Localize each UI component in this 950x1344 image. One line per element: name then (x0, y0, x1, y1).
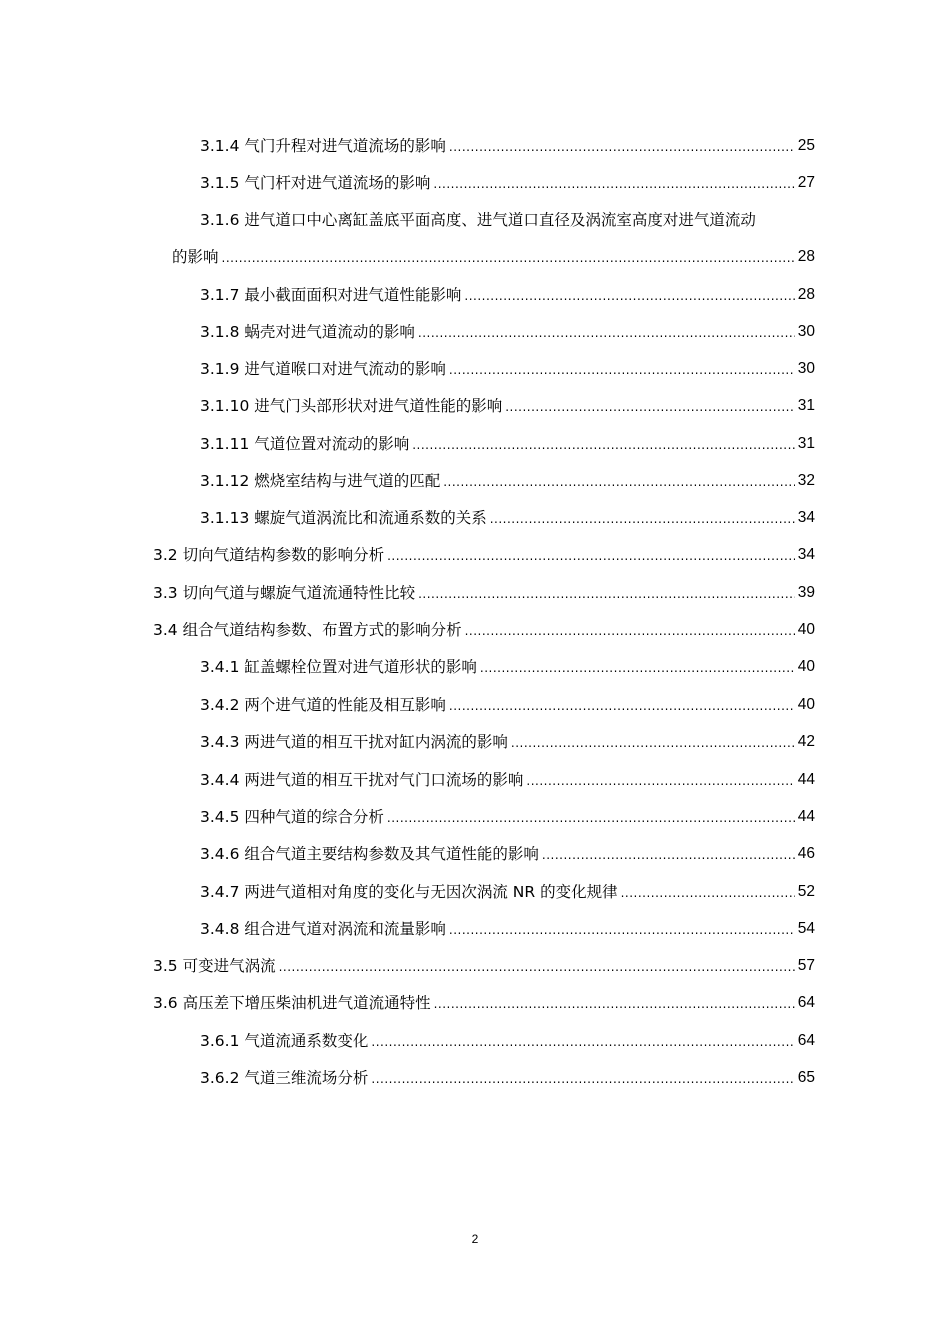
toc-entry-title: 3.4.6 组合气道主要结构参数及其气道性能的影响 (200, 845, 539, 863)
toc-entry-title: 3.1.10 进气门头部形状对进气道性能的影响 (200, 397, 503, 415)
toc-entry[interactable] (200, 844, 815, 864)
toc-entry[interactable] (200, 434, 815, 454)
toc-entry-page: 28 (797, 248, 815, 265)
toc-entry-title: 3.4.1 缸盖螺栓位置对进气道形状的影响 (200, 658, 477, 676)
toc-entry[interactable] (200, 396, 815, 416)
toc-entry[interactable] (153, 956, 815, 976)
toc-entry-title: 3.1.5 气门杆对进气道流场的影响 (200, 174, 431, 192)
toc-entry-title: 3.1.11 气道位置对流动的影响 (200, 435, 410, 453)
toc-entry-page: 28 (797, 286, 815, 303)
toc-entry-title: 3.6.2 气道三维流场分析 (200, 1069, 369, 1087)
leader-dots (443, 471, 795, 491)
toc-entry[interactable] (200, 807, 815, 827)
toc-entry[interactable] (153, 583, 815, 603)
toc-entry-page: 27 (797, 174, 815, 191)
toc-entry-page: 54 (797, 920, 815, 937)
leader-dots (449, 695, 795, 715)
leader-dots (526, 770, 794, 790)
toc-entry[interactable] (200, 136, 815, 156)
toc-entry-page: 40 (797, 621, 815, 638)
toc-entry-page: 32 (797, 472, 815, 489)
toc-entry-title: 3.4.7 两进气道相对角度的变化与无因次涡流 NR 的变化规律 (200, 883, 618, 901)
toc-entry-title: 3.5 可变进气涡流 (153, 957, 276, 975)
toc-entry[interactable] (200, 285, 815, 305)
toc-entry-page: 40 (797, 696, 815, 713)
toc-entry-page: 52 (797, 883, 815, 900)
leader-dots (465, 620, 795, 640)
leader-dots (279, 956, 795, 976)
toc-entry-page: 25 (797, 137, 815, 154)
leader-dots (449, 136, 795, 156)
toc-entry-page: 42 (797, 733, 815, 750)
toc-entry-page: 65 (797, 1069, 815, 1086)
leader-dots (542, 844, 795, 864)
toc-entry[interactable] (153, 545, 815, 565)
leader-dots (480, 657, 795, 677)
leader-dots (371, 1031, 794, 1051)
toc-entry-page: 31 (797, 435, 815, 452)
toc-entry-title: 3.1.12 燃烧室结构与进气道的匹配 (200, 472, 441, 490)
toc-entry-page: 30 (797, 360, 815, 377)
leader-dots (464, 285, 794, 305)
toc-entry[interactable] (200, 359, 815, 379)
toc-entry-title: 3.4.3 两进气道的相互干扰对缸内涡流的影响 (200, 733, 508, 751)
toc-entry-title: 3.6.1 气道流通系数变化 (200, 1032, 369, 1050)
toc-entry-page: 34 (797, 509, 815, 526)
toc-entry[interactable] (200, 882, 815, 902)
toc-entry-page: 39 (797, 584, 815, 601)
footer-page-number: 2 (471, 1232, 479, 1246)
toc-entry[interactable] (200, 695, 815, 715)
toc-entry-page: 44 (797, 808, 815, 825)
toc-entry[interactable] (200, 322, 815, 342)
leader-dots (387, 545, 795, 565)
leader-dots (490, 508, 795, 528)
toc-entry-title: 3.4.4 两进气道的相互干扰对气门口流场的影响 (200, 771, 524, 789)
toc-entry-title: 3.1.8 蜗壳对进气道流动的影响 (200, 323, 415, 341)
toc-entry-title: 3.1.4 气门升程对进气道流场的影响 (200, 137, 446, 155)
leader-dots (412, 434, 795, 454)
toc-entry-title: 3.4.8 组合进气道对涡流和流量影响 (200, 920, 446, 938)
toc-entry-title: 3.4 组合气道结构参数、布置方式的影响分析 (153, 621, 462, 639)
leader-dots (371, 1068, 794, 1088)
leader-dots (505, 396, 795, 416)
toc-entry[interactable] (200, 1068, 815, 1088)
leader-dots (433, 173, 794, 193)
toc-entry-title: 3.1.7 最小截面面积对进气道性能影响 (200, 286, 462, 304)
toc-entry-title: 3.2 切向气道结构参数的影响分析 (153, 546, 385, 564)
toc-entry[interactable] (153, 620, 815, 640)
toc-entry-title: 3.3 切向气道与螺旋气道流通特性比较 (153, 584, 416, 602)
toc-entry[interactable] (200, 173, 815, 193)
toc-entry-page: 57 (797, 957, 815, 974)
leader-dots (434, 993, 795, 1013)
toc-entry[interactable] (153, 993, 815, 1013)
leader-dots (511, 732, 795, 752)
toc-entry-title: 3.1.13 螺旋气道涡流比和流通系数的关系 (200, 509, 487, 527)
toc-entry-page: 64 (797, 994, 815, 1011)
toc-entry[interactable] (200, 508, 815, 528)
toc-entry[interactable] (200, 732, 815, 752)
leader-dots (621, 882, 795, 902)
toc-entry[interactable] (200, 770, 815, 790)
leader-dots (418, 583, 795, 603)
toc-entry-title: 3.6 高压差下增压柴油机进气道流通特性 (153, 994, 431, 1012)
toc-entry-title: 3.4.2 两个进气道的性能及相互影响 (200, 696, 446, 714)
toc-entry-page: 40 (797, 658, 815, 675)
leader-dots (418, 322, 795, 342)
toc-entry-page: 44 (797, 771, 815, 788)
toc-entry-page: 46 (797, 845, 815, 862)
toc-entry[interactable] (200, 471, 815, 491)
leader-dots (449, 919, 795, 939)
toc-entry[interactable] (172, 247, 815, 267)
toc-entry[interactable] (200, 657, 815, 677)
leader-dots (449, 359, 795, 379)
toc-entry-title: 3.1.9 进气道喉口对进气流动的影响 (200, 360, 446, 378)
toc-entry-title-line1[interactable]: 3.1.6 进气道口中心离缸盖底平面高度、进气道口直径及涡流室高度对进气道流动 (200, 211, 756, 229)
toc-entry-page: 64 (797, 1032, 815, 1049)
toc-entry-page: 34 (797, 546, 815, 563)
leader-dots (222, 247, 795, 267)
toc-entry-page: 30 (797, 323, 815, 340)
leader-dots (387, 807, 795, 827)
toc-entry-page: 31 (797, 397, 815, 414)
toc-entry-title-continued: 的影响 (172, 248, 219, 266)
toc-entry[interactable] (200, 919, 815, 939)
toc-entry[interactable] (200, 1031, 815, 1051)
toc-entry-title: 3.4.5 四种气道的综合分析 (200, 808, 384, 826)
